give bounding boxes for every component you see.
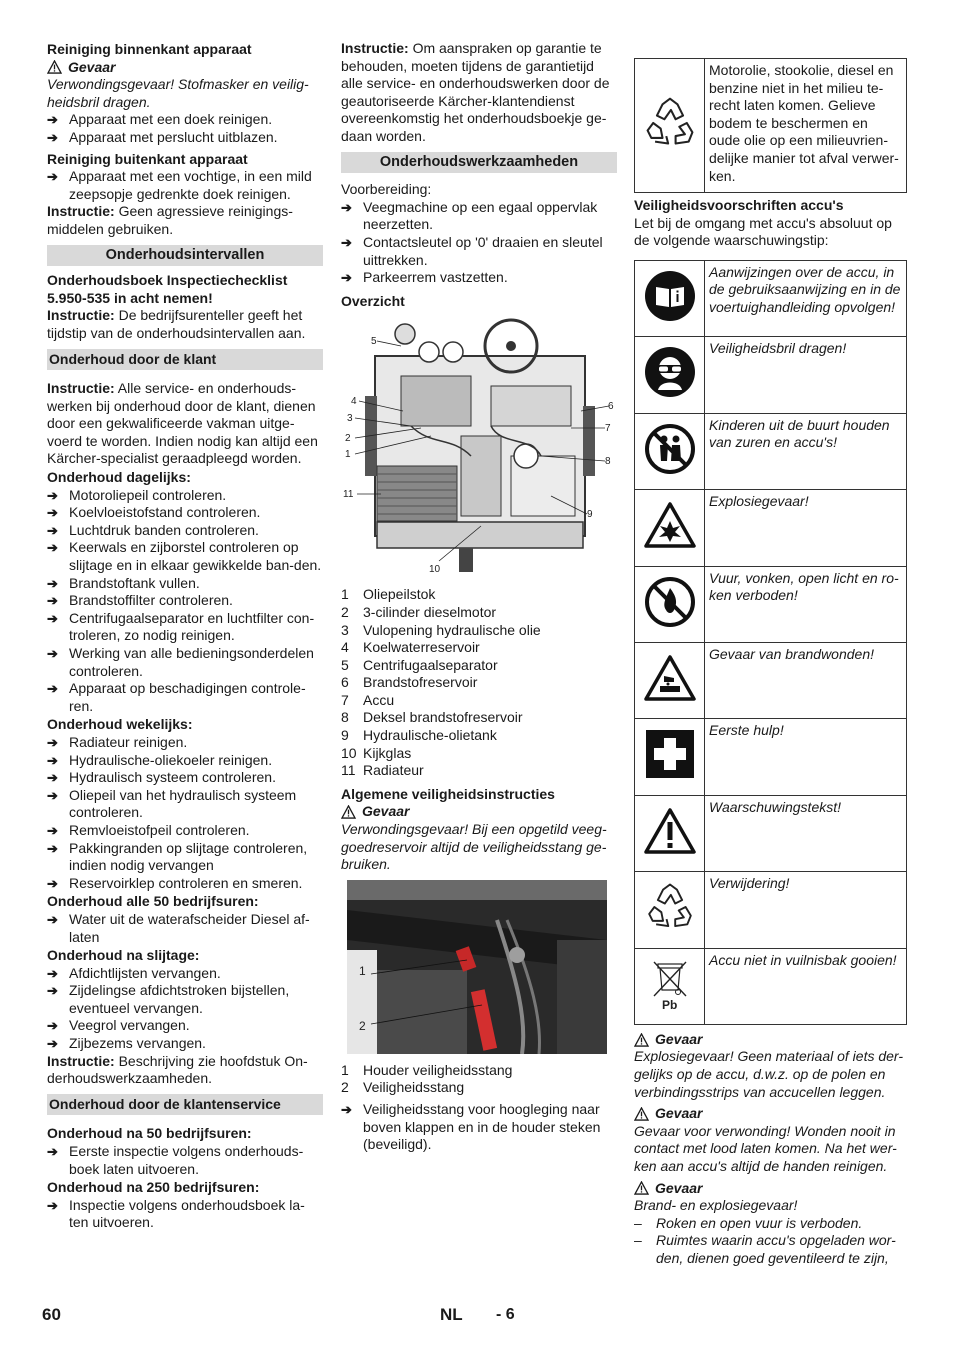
note-label: Instructie: — [47, 203, 115, 220]
pb-label: Pb — [661, 997, 677, 1012]
note — [47, 380, 323, 468]
weekly-list — [47, 734, 323, 892]
callout-label: 3 — [347, 413, 353, 425]
warning-list — [634, 1215, 907, 1268]
symbol-text: Accu niet in vuilnisbak gooien! — [705, 948, 907, 1024]
first-aid-icon — [645, 729, 695, 779]
heading-booklet: Onderhoudsboek Inspectiechecklist 5.950-535 in acht nemen! — [47, 272, 288, 306]
warning-text: Verwondingsgevaar! Stofmasker en veilig-heidsbril dragen. — [47, 76, 309, 110]
manual-icon — [644, 270, 696, 322]
explosion-icon — [644, 501, 696, 549]
section-bar-customer: Onderhoud door de klant — [47, 349, 323, 371]
wear-list — [47, 965, 323, 1053]
prep-list — [341, 199, 617, 287]
list-item: 9 Hydraulische-olietank — [341, 727, 497, 744]
list-item: ➔ Brandstoffilter controleren. — [47, 592, 323, 610]
section-bar-intervals: Onderhoudsintervallen — [47, 245, 323, 267]
daily-list — [47, 487, 323, 716]
note — [341, 40, 617, 146]
note — [47, 1053, 323, 1088]
list-item: ➔ Afdichtlijsten vervangen. — [47, 965, 323, 983]
symbol-text: Verwijdering! — [705, 871, 907, 948]
no-children-icon — [644, 423, 696, 475]
callout-label: 1 — [345, 449, 351, 461]
list-item: ➔ Zijbezems vervangen. — [47, 1035, 323, 1053]
recycle-icon — [644, 881, 696, 933]
warning-heading — [634, 1105, 907, 1123]
list-item: ➔ Keerwals en zijborstel controleren op slijtage en in elkaar gewikkelde ban-den. — [47, 539, 323, 574]
symbol-text: Aanwijzingen over de accu, in de gebruiksaanwijzing en in de voertuighandleiding opvolgen! — [705, 260, 907, 336]
warning-heading — [341, 803, 617, 821]
list-item: ➔ Hydraulisch systeem controleren. — [47, 769, 323, 787]
list-item: 1 Houder veiligheidsstang — [341, 1061, 513, 1078]
column-left — [47, 40, 323, 1232]
note-label: Instructie: — [341, 40, 409, 56]
list-item: ➔ Water uit de waterafscheider Diesel af-laten — [47, 911, 323, 946]
list-item: ➔ Brandstoftank vullen. — [47, 575, 323, 593]
callout-label: 10 — [429, 564, 441, 576]
heading-after-50: Onderhoud na 50 bedrijfsuren: — [47, 1125, 252, 1142]
heading-after-250: Onderhoud na 250 bedrijfsuren: — [47, 1179, 260, 1196]
list-item: ➔ Apparaat met perslucht uitblazen. — [47, 129, 323, 147]
section-bar-work: Onderhoudswerkzaamheden — [341, 152, 617, 174]
symbol-text: Vuur, vonken, open licht en ro-ken verboden! — [705, 566, 907, 642]
prep-label: Voorbereiding: — [341, 181, 432, 198]
list-item: ➔ Luchtdruk banden controleren. — [47, 522, 323, 540]
list-item: 8 Deksel brandstofreservoir — [341, 709, 523, 726]
warning-text: Brand- en explosiegevaar! — [634, 1197, 798, 1214]
warning-label: Gevaar — [362, 803, 410, 820]
warning-label: Gevaar — [655, 1105, 703, 1122]
list-item: ➔ Parkeerrem vastzetten. — [341, 269, 617, 287]
list-item: ➔ Inspectie volgens onderhoudsboek la-ten uitvoeren. — [47, 1197, 323, 1232]
no-fire-icon — [644, 576, 696, 628]
list-item: 6 Brandstofreservoir — [341, 674, 478, 691]
heading-overview: Overzicht — [341, 292, 405, 309]
note-text: Om aanspraken op garantie te behouden, moeten tijdens de garantietijd alle service- en onderhoudswerken door de geautoriseerde Kärcher-klantendienst overeenkomstig het onderhoudsboekje ge-daan worden. — [341, 40, 610, 144]
section-bar-service: Onderhoud door de klantenservice — [47, 1094, 323, 1116]
warning-text: Explosiegevaar! Geen materiaal of iets der-gelijks op de accu, d.w.z. op de polen en verbindingsstrips van accucellen leggen. — [634, 1048, 903, 1100]
after250-list — [47, 1197, 323, 1232]
callout-label: 6 — [608, 401, 614, 413]
symbol-text: Explosiegevaar! — [705, 489, 907, 566]
list-item: ➔ Koelvloeistofstand controleren. — [47, 504, 323, 522]
list-item: 11 Radiateur — [341, 762, 424, 779]
inner-steps — [47, 111, 323, 146]
goggles-icon — [644, 346, 696, 398]
symbol-text: Eerste hulp! — [705, 718, 907, 795]
page-number: 60 — [42, 1305, 61, 1324]
list-item: – Ruimtes waarin accu's opgeladen wor-den, dienen goed geventileerd te zijn, — [634, 1232, 907, 1267]
callout-label: 9 — [587, 509, 593, 521]
note-text: Geen agressieve reinigings-middelen gebruiken. — [47, 203, 293, 237]
heading-outer-cleaning: Reiniging buitenkant apparaat — [47, 150, 248, 167]
heading-daily: Onderhoud dagelijks: — [47, 469, 191, 486]
callout-label: 7 — [605, 423, 611, 435]
list-item: ➔ Centrifugaalseparator en luchtfilter con-troleren, zo nodig reinigen. — [47, 610, 323, 645]
callout-label: 2 — [345, 433, 351, 445]
list-item: 3 Vulopening hydraulische olie — [341, 621, 541, 638]
list-item: ➔ Pakkingranden op slijtage controleren, indien nodig vervangen — [47, 840, 323, 875]
outer-steps — [47, 168, 323, 203]
heading-battery: Veiligheidsvoorschriften accu's — [634, 197, 844, 213]
warning-triangle-icon — [47, 60, 62, 74]
warning-text: Verwondingsgevaar! Bij een opgetild veeg-goedreservoir altijd de veiligheidsstang ge-bruiken. — [341, 821, 607, 873]
warning-heading — [634, 1031, 907, 1049]
note-label: Instructie: — [47, 1052, 115, 1069]
warning-heading — [634, 1180, 907, 1198]
heading-inner-cleaning: Reiniging binnenkant apparaat — [47, 41, 252, 57]
language-code: NL — [440, 1305, 463, 1324]
note-text: Alle service- en onderhouds-werken bij onderhoud door de klant, dienen door een gekwalificeerde vakman uitge-voerd te worden. Indien nodig kan altijd een Kärcher-specialist geraadpleegd worden. — [47, 380, 318, 467]
heading-50-hours: Onderhoud alle 50 bedrijfsuren: — [47, 893, 259, 910]
note-label: Instructie: — [47, 380, 115, 397]
section-page: - 6 — [496, 1306, 515, 1323]
list-item: ➔ Oliepeil van het hydraulisch systeem controleren. — [47, 787, 323, 822]
list-item: – Roken en open vuur is verboden. — [634, 1215, 907, 1233]
warning-triangle-icon — [634, 1033, 649, 1047]
note-text: Beschrijving zie hoofdstuk On-derhoudswerkzaamheden. — [47, 1052, 308, 1087]
safety-bar-photo — [347, 880, 607, 1054]
warning-text: Gevaar voor verwonding! Wonden nooit in contact met lood laten komen. Na het wer-ken aan accu's altijd de handen reinigen. — [634, 1122, 897, 1174]
battery-symbol-table — [634, 260, 907, 1025]
battery-intro: Let bij de omgang met accu's absoluut op de volgende waarschuwingstip: — [634, 214, 892, 249]
warning-label: Gevaar — [655, 1179, 703, 1196]
list-item: ➔ Eerste inspectie volgens onderhouds-boek laten uitvoeren. — [47, 1143, 323, 1178]
machine-overview-figure — [341, 316, 617, 578]
safety-steps — [341, 1101, 617, 1154]
list-item: 2 3-cilinder dieselmotor — [341, 603, 497, 620]
list-item: ➔ Apparaat met een doek reinigen. — [47, 111, 323, 129]
list-item: ➔ Apparaat met een vochtige, in een mild zeepsopje gedrenkte doek reinigen. — [47, 168, 323, 203]
warning-triangle-icon — [634, 1181, 649, 1195]
warning-triangle-icon — [341, 805, 356, 819]
warning-label: Gevaar — [655, 1030, 703, 1047]
list-item: 1 Oliepeilstok — [341, 586, 436, 603]
list-item: 2 Veiligheidsstang — [341, 1079, 465, 1096]
symbol-text: Kinderen uit de buurt houden van zuren en accu's! — [705, 413, 907, 489]
symbol-text: Veiligheidsbril dragen! — [705, 336, 907, 413]
list-item: 5 Centrifugaalseparator — [341, 656, 498, 673]
list-item: ➔ Veegrol vervangen. — [47, 1017, 323, 1035]
list-item: 10 Kijkglas — [341, 744, 412, 761]
column-right — [634, 58, 907, 1268]
callout-label: 1 — [359, 963, 366, 978]
warning-icon — [644, 807, 696, 855]
safety-parts-list — [341, 1062, 617, 1097]
recycle-text: Motorolie, stookolie, diesel en benzine niet in het milieu te-recht laten komen. Gelieve bodem te beschermen en oude olie op een milieuvrien-delijke manier tot afval verwer-ken. — [705, 59, 907, 193]
note — [47, 203, 323, 238]
list-item: ➔ Veegmachine op een egaal oppervlak neerzetten. — [341, 199, 617, 234]
callout-label: 4 — [351, 396, 357, 408]
recycle-icon — [642, 95, 698, 151]
list-item: 4 Koelwaterreservoir — [341, 639, 480, 656]
callout-label: 8 — [605, 456, 611, 468]
no-bin-icon — [650, 956, 690, 1012]
note-text: De bedrijfsurenteller geeft het tijdstip van de onderhoudsintervallen aan. — [47, 307, 306, 341]
list-item: ➔ Motoroliepeil controleren. — [47, 487, 323, 505]
warning-heading — [47, 59, 323, 77]
heading-safety: Algemene veiligheidsinstructies — [341, 785, 555, 802]
warning-triangle-icon — [634, 1107, 649, 1121]
acid-burn-icon — [644, 654, 696, 702]
list-item: ➔ Radiateur reinigen. — [47, 734, 323, 752]
symbol-text: Waarschuwingstekst! — [705, 795, 907, 871]
list-item: ➔ Veiligheidsstang voor hoogleging naar boven klappen en in de houder steken (beveiligd). — [341, 1101, 617, 1154]
every50-list — [47, 911, 323, 946]
list-item: ➔ Reservoirklep controleren en smeren. — [47, 875, 323, 893]
note — [47, 307, 323, 342]
note-label: Instructie: — [47, 307, 115, 324]
list-item: ➔ Contactsleutel op '0' draaien en sleutel uittrekken. — [341, 234, 617, 269]
heading-weekly: Onderhoud wekelijks: — [47, 716, 193, 733]
list-item: ➔ Remvloeistofpeil controleren. — [47, 822, 323, 840]
symbol-text: Gevaar van brandwonden! — [705, 642, 907, 718]
callout-label: 11 — [343, 489, 354, 501]
warning-label: Gevaar — [68, 58, 116, 75]
callout-label: 5 — [371, 336, 377, 348]
column-middle — [341, 40, 617, 1154]
list-item: 7 Accu — [341, 691, 395, 708]
after50-list — [47, 1143, 323, 1178]
list-item: ➔ Zijdelingse afdichtstroken bijstellen, eventueel vervangen. — [47, 982, 323, 1017]
list-item: ➔ Werking van alle bedieningsonderdelen controleren. — [47, 645, 323, 680]
list-item: ➔ Hydraulische-oliekoeler reinigen. — [47, 752, 323, 770]
recycle-table — [634, 58, 907, 193]
callout-label: 2 — [359, 1018, 366, 1033]
list-item: ➔ Apparaat op beschadigingen controle-ren. — [47, 680, 323, 715]
parts-list — [341, 586, 617, 780]
heading-wear: Onderhoud na slijtage: — [47, 947, 200, 964]
